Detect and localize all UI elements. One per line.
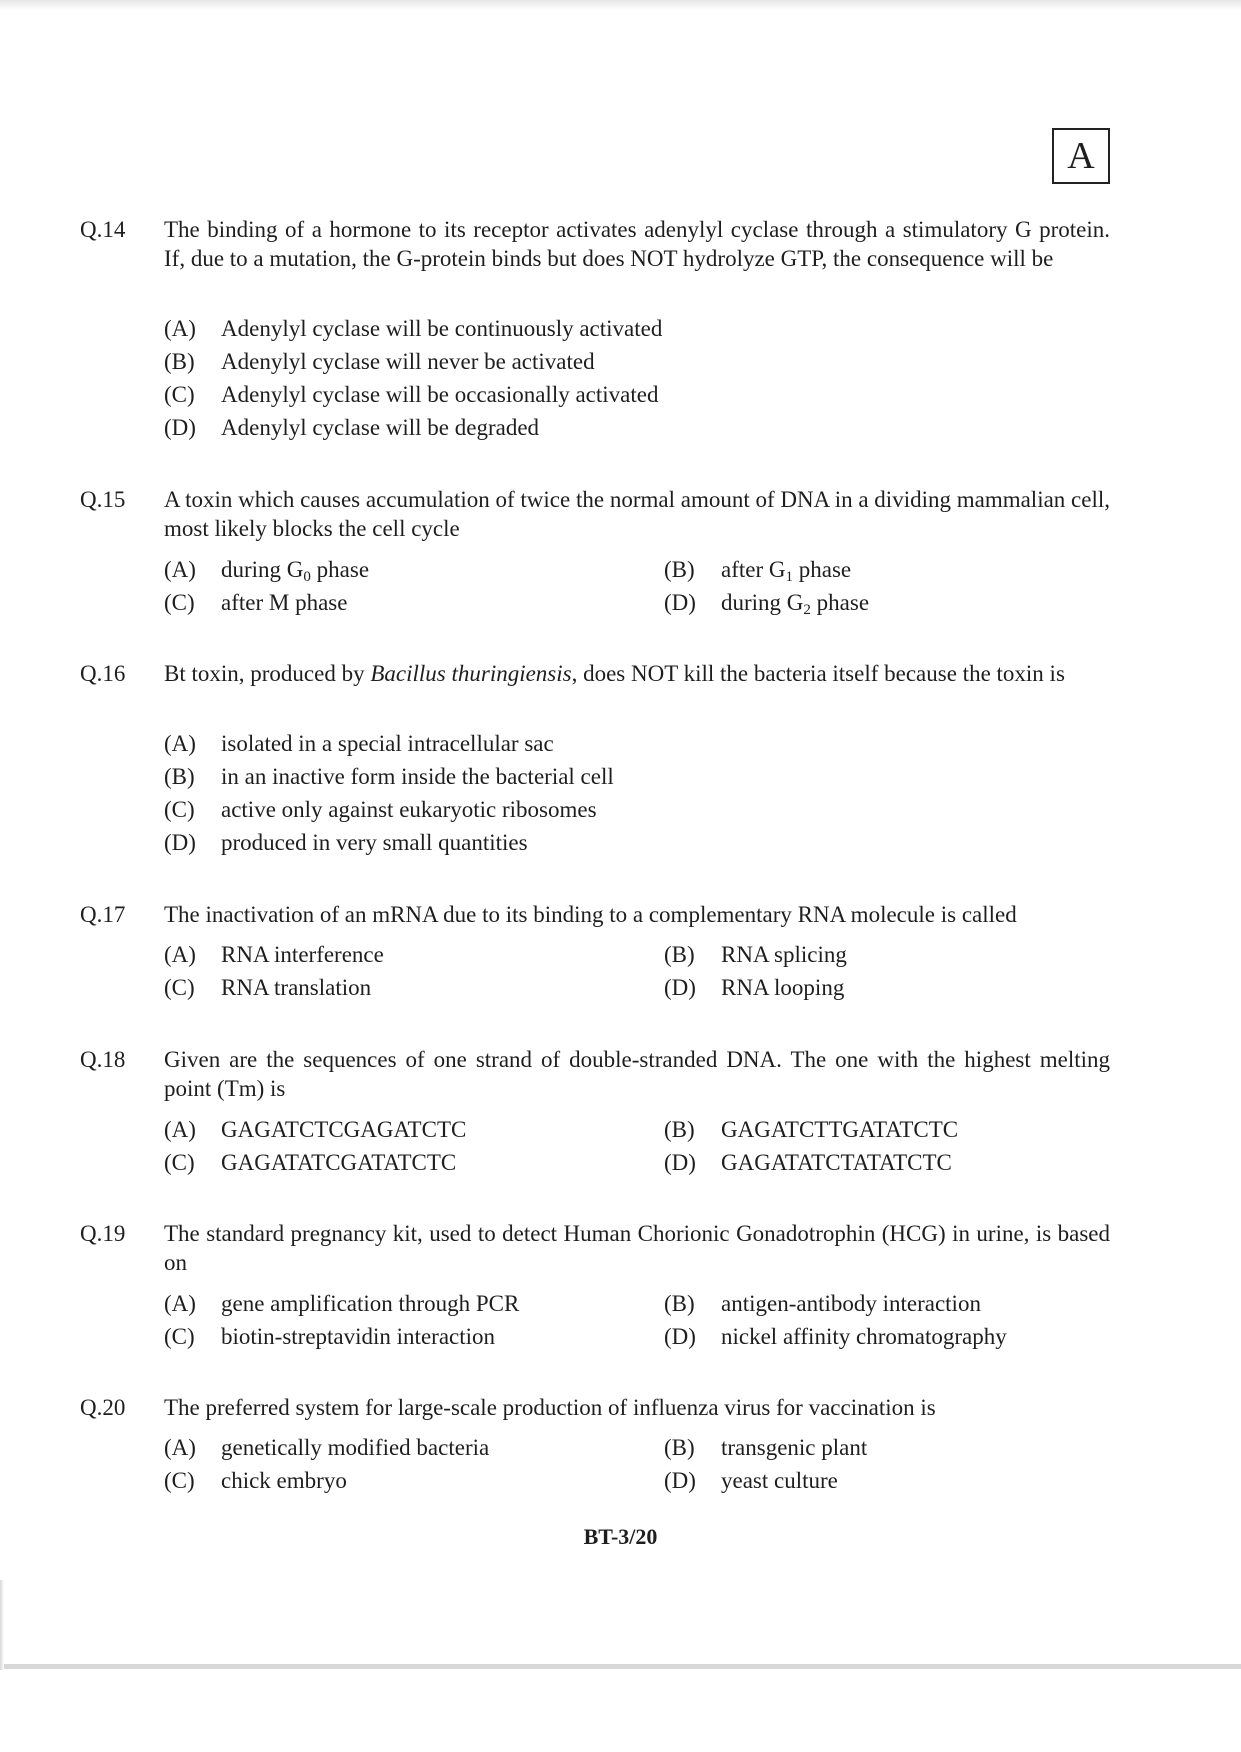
option-label: (B)	[664, 557, 695, 582]
option-label: (C)	[164, 382, 195, 407]
option-label: (A)	[164, 1117, 196, 1142]
option-text-suffix: phase	[793, 557, 852, 582]
scan-shadow-left	[0, 1580, 4, 1670]
option-label: (C)	[164, 797, 195, 822]
question-stem-part: , does NOT kill the bacteria itself because the toxin is	[571, 661, 1065, 686]
option-label: (A)	[164, 1435, 196, 1460]
option-text-main: during G	[721, 590, 804, 615]
option-label: (C)	[164, 1324, 195, 1349]
option-label: (C)	[164, 590, 195, 615]
option-text: produced in very small quantities	[221, 830, 528, 855]
question-number: Q.16	[80, 661, 126, 686]
option-label: (A)	[164, 731, 196, 756]
question-number: Q.14	[80, 217, 126, 242]
question-stem: The inactivation of an mRNA due to its binding to a complementary RNA molecule is called	[164, 902, 1017, 927]
option-text: yeast culture	[721, 1468, 838, 1493]
option-text	[721, 588, 869, 617]
question-number: Q.18	[80, 1047, 126, 1072]
question-stem: The preferred system for large-scale production of influenza virus for vaccination is	[164, 1395, 936, 1420]
question-number: Q.19	[80, 1221, 126, 1246]
option-text-main: during G	[221, 557, 304, 582]
question-stem: Given are the sequences of one strand of double-stranded DNA. The one with the highest melting point (Tm) is	[164, 1047, 1110, 1101]
option-text: after M phase	[221, 590, 348, 615]
option-text: chick embryo	[221, 1468, 347, 1493]
paper-set-label: A	[1052, 128, 1110, 184]
option-text: genetically modified bacteria	[221, 1435, 490, 1460]
question-number: Q.15	[80, 487, 126, 512]
question-stem: The standard pregnancy kit, used to detect Human Chorionic Gonadotrophin (HCG) in urine, is based on	[164, 1221, 1110, 1275]
option-label: (D)	[164, 415, 196, 440]
option-label: (B)	[164, 349, 195, 374]
option-text: GAGATCTCGAGATCTC	[221, 1117, 467, 1142]
option-text-suffix: phase	[810, 590, 870, 615]
option-text: gene amplification through PCR	[221, 1291, 520, 1316]
question-number: Q.20	[80, 1395, 126, 1420]
scan-shadow-bottom	[0, 1664, 1241, 1669]
option-label: (B)	[664, 1435, 695, 1460]
option-text: Adenylyl cyclase will never be activated	[221, 349, 595, 374]
phase-subscript: 2	[803, 602, 811, 618]
option-text: in an inactive form inside the bacterial cell	[221, 764, 614, 789]
option-text: Adenylyl cyclase will be degraded	[221, 415, 540, 440]
option-label: (D)	[664, 1324, 696, 1349]
option-text: active only against eukaryotic ribosomes	[221, 797, 597, 822]
option-text	[221, 555, 369, 584]
question-number: Q.17	[80, 902, 126, 927]
option-label: (C)	[164, 1150, 195, 1175]
option-text-suffix: phase	[310, 557, 370, 582]
option-text	[721, 555, 851, 584]
option-label: (B)	[164, 764, 195, 789]
option-label: (A)	[164, 1291, 196, 1316]
option-label: (D)	[664, 1150, 696, 1175]
option-label: (D)	[664, 590, 696, 615]
option-text: Adenylyl cyclase will be occasionally activated	[221, 382, 659, 407]
option-text: GAGATCTTGATATCTC	[721, 1117, 959, 1142]
question-stem: A toxin which causes accumulation of twice the normal amount of DNA in a dividing mammalian cell, most likely blocks the cell cycle	[164, 487, 1110, 541]
option-text: Adenylyl cyclase will be continuously activated	[221, 316, 663, 341]
question-stem	[164, 659, 1110, 688]
option-label: (C)	[164, 1468, 195, 1493]
option-text: GAGATATCTATATCTC	[721, 1150, 952, 1175]
option-label: (B)	[664, 942, 695, 967]
option-text: RNA splicing	[721, 942, 847, 967]
organism-name: Bacillus thuringiensis	[370, 661, 572, 686]
option-text: nickel affinity chromatography	[721, 1324, 1007, 1349]
option-label: (B)	[664, 1117, 695, 1142]
scan-shadow-top	[0, 0, 1241, 10]
page-footer: BT-3/20	[583, 1524, 658, 1549]
option-label: (C)	[164, 975, 195, 1000]
question-stem: The binding of a hormone to its receptor activates adenylyl cyclase through a stimulatory G protein. If, due to a mutation, the G-protein binds but does NOT hydrolyze GTP, the consequence will be	[164, 217, 1110, 271]
option-text: RNA looping	[721, 975, 845, 1000]
option-text: RNA translation	[221, 975, 372, 1000]
option-text: antigen-antibody interaction	[721, 1291, 981, 1316]
phase-subscript: 1	[785, 569, 793, 585]
option-label: (A)	[164, 316, 196, 341]
option-label: (A)	[164, 557, 196, 582]
phase-subscript: 0	[303, 569, 311, 585]
option-label: (B)	[664, 1291, 695, 1316]
option-label: (D)	[664, 975, 696, 1000]
option-text: RNA interference	[221, 942, 384, 967]
option-label: (A)	[164, 942, 196, 967]
option-text-main: after G	[721, 557, 786, 582]
question-stem-part: Bt toxin, produced by	[164, 661, 371, 686]
option-text: biotin-streptavidin interaction	[221, 1324, 496, 1349]
option-text: GAGATATCGATATCTC	[221, 1150, 457, 1175]
option-label: (D)	[164, 830, 196, 855]
option-text: transgenic plant	[721, 1435, 868, 1460]
option-label: (D)	[664, 1468, 696, 1493]
option-text: isolated in a special intracellular sac	[221, 731, 554, 756]
